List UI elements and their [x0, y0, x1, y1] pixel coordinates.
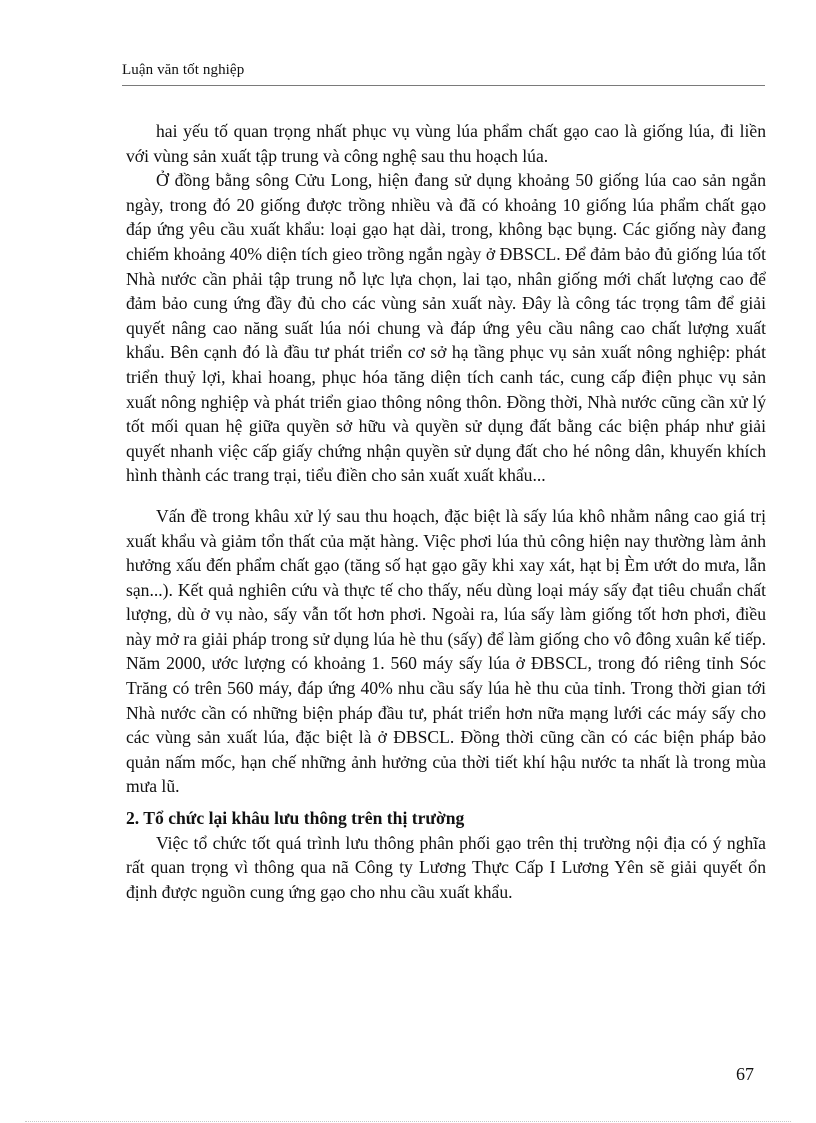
body-text	[126, 119, 766, 904]
paragraph-2: Ở đồng bằng sông Cửu Long, hiện đang sử dụng khoảng 50 giống lúa cao sản ngắn ngày, trong đó 20 giống được trồng nhiều và đã có khoảng 10 giống lúa phẩm chất gạo đáp ứng yêu cầu xuất khẩu: loại gạo hạt dài, trong, không bạc bụng. Các giống này đang chiếm khoảng 40% diện tích gieo trồng ngắn ngày ở ĐBSCL. Để đảm bảo đủ giống lúa tốt Nhà nước cần phải tập trung nỗ lực lựa chọn, lai tạo, nhân giống mới chất lượng cao để đảm bảo cung ứng đầy đủ cho các vùng sản xuất này. Đây là công tác trọng tâm để giải quyết nâng cao năng suất lúa nói chung và đáp ứng yêu cầu nâng cao chất lượng xuất khẩu. Bên cạnh đó là đầu tư phát triển cơ sở hạ tầng phục vụ sản xuất nông nghiệp: phát triển thuỷ lợi, khai hoang, phục hóa tăng diện tích canh tác, cung cấp điện phục vụ sản xuất nông nghiệp và phát triển giao thông nông thôn. Đồng thời, Nhà nước cũng cần xử lý tốt mối quan hệ giữa quyền sở hữu và quyền sử dụng đất bằng các biện pháp như giải quyết nhanh việc cấp giấy chứng nhận quyền sử dụng đất cho hé nông dân, khuyến khích hình thành các trang trại, tiểu điền cho sản xuất xuất khẩu...	[126, 170, 766, 486]
paragraph-1: hai yếu tố quan trọng nhất phục vụ vùng lúa phẩm chất gạo cao là giống lúa, đi liền với vùng sản xuất tập trung và công nghệ sau thu hoạch lúa.	[126, 121, 766, 166]
page-number: 67	[736, 1064, 754, 1084]
paragraph-3: Vấn đề trong khâu xử lý sau thu hoạch, đặc biệt là sấy lúa khô nhằm nâng cao giá trị xuất khẩu và giảm tổn thất của mặt hàng. Việc phơi lúa thủ công hiện nay thường làm ảnh hưởng xấu đến phẩm chất gạo (tăng số hạt gạo gãy khi xay xát, hạt bị Èm ướt do mưa, lẫn sạn...). Kết quả nghiên cứu và thực tế cho thấy, nếu dùng loại máy sấy đạt tiêu chuẩn chất lượng, dù ở vụ nào, sấy vẫn tốt hơn phơi. Ngoài ra, lúa sấy làm giống tốt hơn phơi, điều này mở ra giải pháp trong sử dụng lúa hè thu (sấy) để làm giống cho vô đông xuân kế tiếp. Năm 2000, ước lượng có khoảng 1. 560 máy sấy lúa ở ĐBSCL, trong đó riêng tỉnh Sóc Trăng có trên 560 máy, đáp ứng 40% nhu cầu sấy lúa hè thu của tỉnh. Trong thời gian tới Nhà nước cần có những biện pháp đầu tư, phát triển hơn nữa mạng lưới các máy sấy cho các vùng sản xuất lúa, đặc biệt là ở ĐBSCL. Đồng thời cũng cần có các biện pháp bảo quản nấm mốc, hạn chế những ảnh hưởng của thời tiết khí hậu nước ta nhất là trong mùa mưa lũ.	[126, 505, 766, 797]
section-heading: 2. Tổ chức lại khâu lưu thông trên thị trường	[126, 808, 465, 829]
running-header-title: Luận văn tốt nghiệp	[122, 62, 245, 78]
header-rule	[122, 85, 765, 86]
footer-dotted-rule	[25, 1121, 791, 1122]
section-paragraph: Việc tổ chức tốt quá trình lưu thông phân phối gạo trên thị trường nội địa có ý nghĩa rất quan trọng vì thông qua nã Công ty Lương Thực Cấp I Lương Yên sẽ giải quyết ổn định được nguồn cung ứng gạo cho nhu cầu xuất khẩu.	[126, 832, 766, 902]
